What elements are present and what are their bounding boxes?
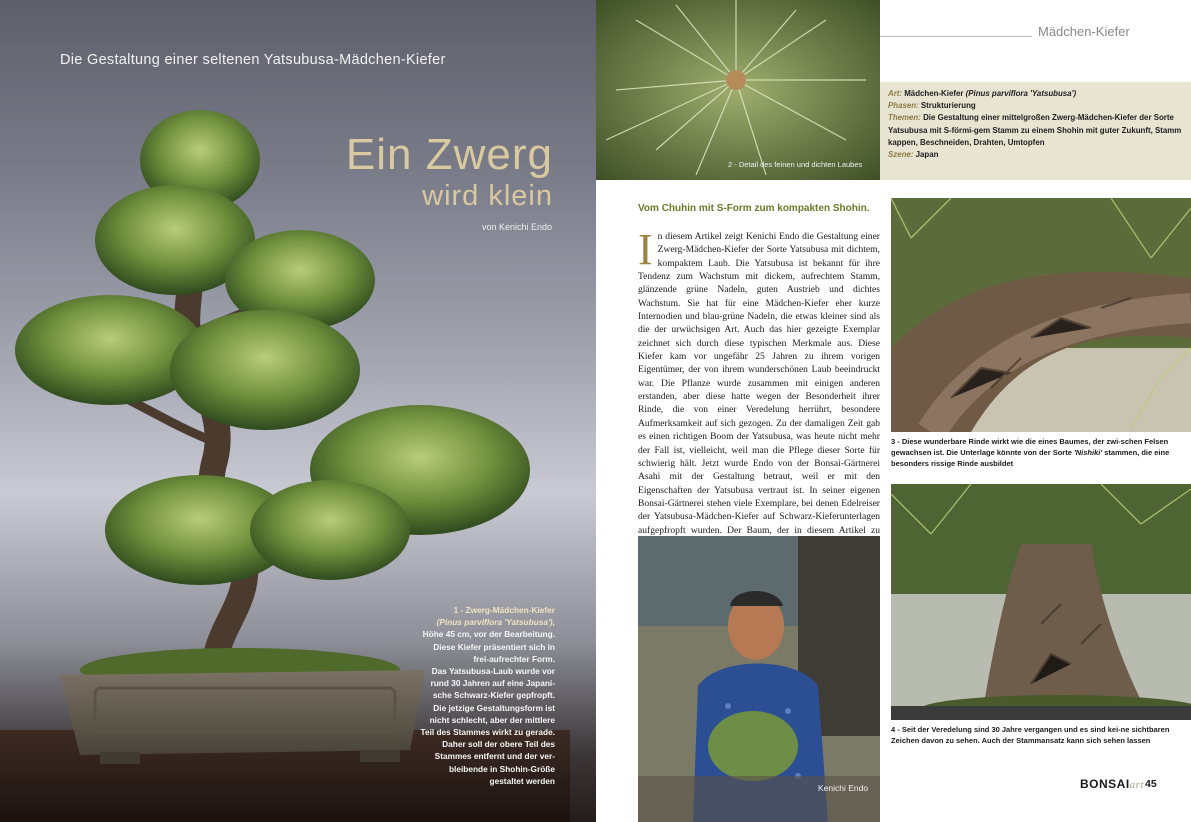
- page-number: 45: [1145, 778, 1157, 790]
- caption-1-line: sche Schwarz-Kiefer gepfropft.: [432, 690, 555, 701]
- section-tag: Mädchen-Kiefer: [1038, 24, 1130, 39]
- info-szene-value: Japan: [915, 150, 939, 160]
- caption-1-line: bleibende in Shohin-Größe: [448, 763, 555, 774]
- photo-5-kenichi-endo: [638, 536, 880, 822]
- brand-art: art: [1129, 779, 1145, 791]
- caption-3-text-a: 3 - Diese wunderbare Rinde wirkt wie die eines Baumes, der zwi-schen Felsen gewachsen ist. Die Unterlage könnte von der Sorte: [891, 437, 1169, 458]
- caption-1-line: Höhe 45 cm, vor der Bearbeitung.: [422, 629, 555, 640]
- info-themen-value: Die Gestaltung einer mittelgroßen Zwerg-Mädchen-Kiefer der Sorte Yatsubusa mit S-förmi-gem Stamm zu einem Shohin mit guter Zukunft, Stamm kappen, Beschneiden, Drahten, Umtopfen: [888, 113, 1182, 147]
- caption-1-line: rund 30 Jahren auf eine Japani-: [430, 678, 555, 689]
- info-szene-label: Szene:: [888, 150, 914, 160]
- photo-2-needle-detail: [596, 0, 880, 180]
- headline-line-2: wird klein: [422, 180, 553, 212]
- caption-1-line: Daher soll der obere Teil des: [442, 739, 555, 750]
- article-body: [638, 225, 880, 550]
- info-themen-label: Themen:: [888, 113, 921, 123]
- caption-1-line: gestaltet werden: [489, 775, 555, 786]
- section-rule: [880, 36, 1032, 37]
- caption-1-line: frei-aufrechter Form.: [473, 653, 555, 664]
- caption-photo-4: 4 - Seit der Veredelung sind 30 Jahre vergangen und es sind kei-ne sichtbaren Zeichen davon zu sehen. Auch der Stammansatz kann sich sehen lassen: [891, 725, 1170, 746]
- caption-3-italic: 'Nishiki': [1073, 448, 1103, 458]
- headline-line-1: Ein Zwerg: [345, 130, 553, 179]
- caption-photo-2: 2 - Detail des feinen und dichten Laubes: [728, 160, 863, 169]
- dropcap: I: [638, 225, 653, 274]
- caption-1-line: Stammes entfernt und der ver-: [434, 751, 555, 762]
- info-box: [880, 82, 1191, 180]
- caption-photo-3: [891, 436, 1191, 470]
- caption-photo-1: [410, 604, 555, 787]
- caption-1-line: nicht schlecht, aber der mittlere: [429, 714, 555, 725]
- brand-name: BONSAI: [1080, 777, 1130, 791]
- photo-5-name-tag: Kenichi Endo: [818, 783, 869, 793]
- caption-1-title: 1 - Zwerg-Mädchen-Kiefer: [453, 605, 555, 615]
- info-art-latin: (Pinus parviflora 'Yatsubusa'): [965, 89, 1077, 98]
- info-phasen-value: Strukturierung: [920, 101, 976, 111]
- caption-1-line: Diese Kiefer präsentiert sich in: [433, 641, 555, 652]
- photo-3-bark: [891, 198, 1191, 432]
- article-body-text: n diesem Artikel zeigt Kenichi Endo die Gestaltung einer Zwerg-Mädchen-Kiefer der Sorte Yatsubusa mit dichtem, kompaktem Laub. Die Yatsubusa ist bekannt für ihre Tendenz zum Wachstum mit dickem, aufrechtem Stamm, glänzende grüne Nadeln, guten Austrieb und dichtes Wachstum. Sie hat für eine Mädchen-Kiefer eher kurze Internodien und blau-grüne Nadeln, die etwas kleiner sind als die der urwüchsigen Art. Auch das hier gezeigte Exemplar zeichnet sich durch diese typischen Merkmale aus. Diese Kiefer kam vor ungefähr 25 Jahren zu ihrem vorigen Eigentümer, der von ihrem wunderschönen Laub beeindruckt war. Die Pflanze wurde zusammen mit einigen anderen erstanden, aber diese hatte wegen der Besonderheit ihrer Rinde, die von einer Veredelung herrührt, besondere Aufmerksamkeit auf sich gezogen. Zu der damaligen Zeit gab es einen richtigen Boom der Yatsubusa, was heute nicht mehr der Fall ist, vielleicht, weil man die Pflege dieser Sorte für schwierig hält. Jetzt wurde Endo von der Bonsai-Gärtnerei Asahi mit der Gestaltung betraut, weil er mit den Eigenschaften der Yatsubusa vertraut ist. In seiner eigenen Bonsai-Gärtnerei stehen viele Exemplare, bei denen Edelreiser der Yatsubusa-Mädchen-Kiefer auf Schwarz-Kieferunterlagen aufgepfropft wurden. Der Baum, der in diesem Artikel zu: [638, 231, 880, 536]
- photo-4-trunk-base: [891, 484, 1191, 720]
- lead-text: Vom Chuhin mit S-Form zum kompakten Shohin.: [638, 203, 870, 214]
- info-phasen-label: Phasen:: [888, 101, 919, 111]
- spread-subtitle: Die Gestaltung einer seltenen Yatsubusa-Mädchen-Kiefer: [60, 52, 446, 68]
- right-page: [596, 0, 1191, 822]
- info-art-label: Art:: [888, 89, 903, 98]
- caption-1-line: Das Yatsubusa-Laub wurde vor: [431, 666, 555, 677]
- caption-3-text-b: stammen, die eine besonders rissige Rinde ausbildet: [891, 448, 1170, 469]
- caption-1-line: Teil des Stammes wirkt zu gerade.: [420, 727, 555, 738]
- info-art-value: Mädchen-Kiefer: [904, 89, 966, 98]
- byline: von Kenichi Endo: [481, 222, 552, 232]
- magazine-logo: [1080, 777, 1144, 791]
- caption-1-line: Die jetzige Gestaltungsform ist: [433, 702, 555, 713]
- caption-1-latin: (Pinus parviflora 'Yatsubusa'),: [436, 617, 555, 628]
